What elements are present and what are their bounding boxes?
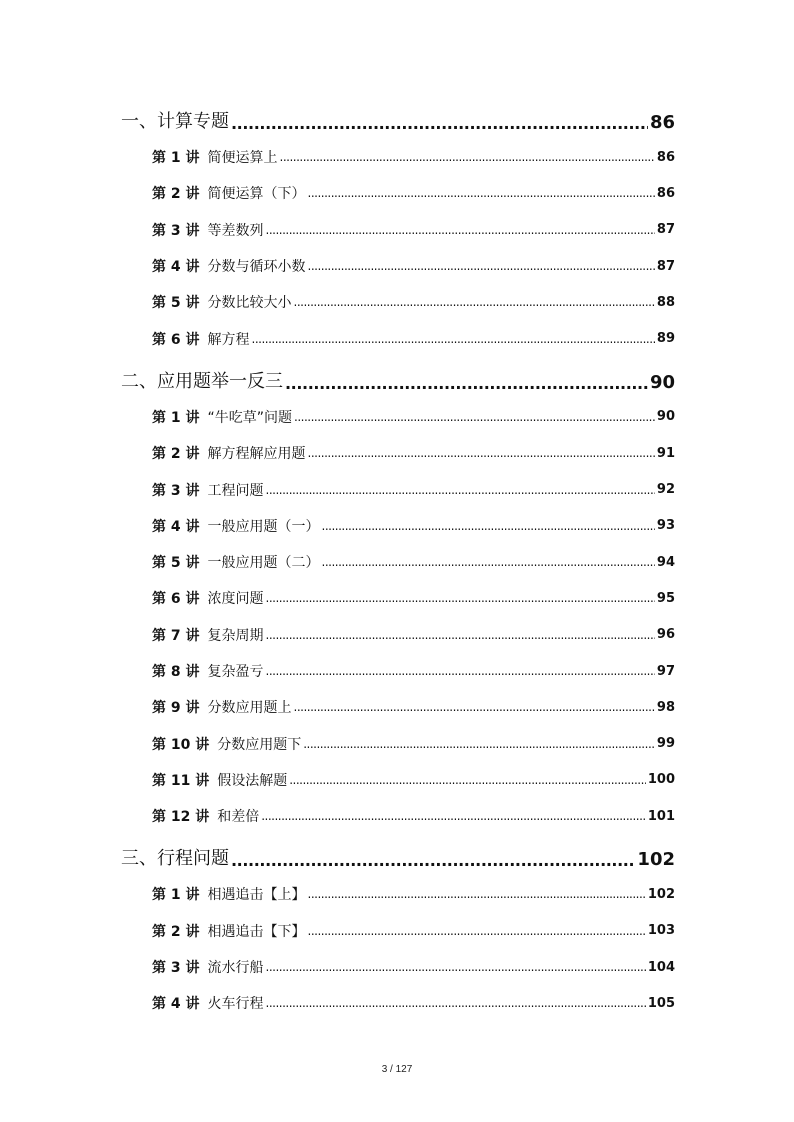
lecture-label bbox=[152, 625, 264, 645]
lecture-label bbox=[152, 147, 278, 167]
lecture-number: 第 3 讲 bbox=[152, 960, 200, 977]
dot-leader bbox=[308, 924, 646, 938]
lecture-label bbox=[152, 292, 292, 312]
dot-leader bbox=[289, 773, 646, 787]
lecture-title: 火车行程 bbox=[207, 996, 264, 1013]
lecture-number: 第 1 讲 bbox=[152, 409, 200, 426]
lecture-title: 和差倍 bbox=[217, 809, 260, 826]
lecture-number: 第 3 讲 bbox=[152, 482, 200, 499]
lecture-label bbox=[152, 407, 292, 427]
dot-leader bbox=[266, 223, 655, 237]
lecture-page-number: 99 bbox=[656, 736, 675, 752]
toc-lecture-entry[interactable] bbox=[121, 399, 675, 435]
dot-leader bbox=[266, 664, 655, 678]
lecture-page-number: 96 bbox=[656, 627, 675, 643]
dot-leader bbox=[266, 960, 646, 974]
lecture-page-number: 103 bbox=[647, 923, 675, 939]
lecture-label bbox=[152, 734, 301, 754]
lecture-title: 分数应用题上 bbox=[207, 700, 292, 717]
dot-leader bbox=[294, 410, 655, 424]
lecture-title: 相遇追击【上】 bbox=[207, 887, 306, 904]
lecture-label bbox=[152, 697, 292, 717]
section-title: 一、计算专题 bbox=[121, 111, 229, 132]
toc-lecture-entry[interactable] bbox=[121, 435, 675, 471]
lecture-page-number: 87 bbox=[656, 222, 675, 238]
lecture-label bbox=[152, 661, 264, 681]
lecture-label bbox=[152, 884, 306, 904]
lecture-title: 解方程解应用题 bbox=[207, 446, 306, 463]
lecture-page-number: 86 bbox=[656, 185, 675, 201]
lecture-title: 等差数列 bbox=[207, 222, 264, 239]
lecture-label bbox=[152, 957, 264, 977]
toc-section-entry[interactable] bbox=[121, 103, 675, 133]
toc-lecture-entry[interactable] bbox=[121, 139, 675, 175]
lecture-label bbox=[152, 329, 250, 349]
lecture-page-number: 98 bbox=[656, 699, 675, 715]
dot-leader bbox=[252, 332, 655, 346]
lecture-number: 第 10 讲 bbox=[152, 736, 210, 753]
toc-lecture-entry[interactable] bbox=[121, 248, 675, 284]
toc-section-entry[interactable] bbox=[121, 363, 675, 393]
lecture-label bbox=[152, 256, 306, 276]
toc-lecture-entry[interactable] bbox=[121, 949, 675, 985]
dot-leader bbox=[308, 186, 655, 200]
lecture-label bbox=[152, 516, 320, 536]
lecture-title: 流水行船 bbox=[207, 960, 264, 977]
dot-leader bbox=[308, 446, 655, 460]
lecture-number: 第 5 讲 bbox=[152, 555, 200, 572]
lecture-title: 分数应用题下 bbox=[217, 736, 302, 753]
toc-lecture-entry[interactable] bbox=[121, 617, 675, 653]
lecture-page-number: 105 bbox=[647, 995, 675, 1011]
lecture-page-number: 93 bbox=[656, 518, 675, 534]
lecture-number: 第 9 讲 bbox=[152, 700, 200, 717]
lecture-number: 第 4 讲 bbox=[152, 518, 200, 535]
toc-lecture-entry[interactable] bbox=[121, 212, 675, 248]
dot-leader bbox=[266, 628, 655, 642]
lecture-label bbox=[152, 552, 320, 572]
lecture-page-number: 92 bbox=[656, 482, 675, 498]
lecture-title: 假设法解题 bbox=[217, 772, 288, 789]
toc-lecture-entry[interactable] bbox=[121, 580, 675, 616]
lecture-label bbox=[152, 770, 287, 790]
section-title: 三、行程问题 bbox=[121, 848, 229, 870]
dot-leader bbox=[285, 374, 648, 393]
dot-leader bbox=[266, 591, 655, 605]
dot-leader bbox=[294, 700, 655, 714]
toc-lecture-entry[interactable] bbox=[121, 284, 675, 320]
toc-lecture-entry[interactable] bbox=[121, 913, 675, 949]
lecture-title: 浓度问题 bbox=[207, 591, 264, 608]
toc-lecture-entry[interactable] bbox=[121, 544, 675, 580]
lecture-page-number: 100 bbox=[647, 772, 675, 788]
lecture-label bbox=[152, 588, 264, 608]
toc-lecture-entry[interactable] bbox=[121, 320, 675, 356]
lecture-number: 第 2 讲 bbox=[152, 186, 200, 203]
lecture-number: 第 1 讲 bbox=[152, 150, 200, 167]
lecture-label bbox=[152, 480, 264, 500]
section-page-number: 86 bbox=[649, 112, 675, 133]
dot-leader bbox=[280, 150, 655, 164]
dot-leader bbox=[261, 809, 646, 823]
lecture-label bbox=[152, 183, 306, 203]
lecture-number: 第 5 讲 bbox=[152, 295, 200, 312]
dot-leader bbox=[294, 295, 655, 309]
dot-leader bbox=[266, 996, 646, 1010]
lecture-title: 复杂周期 bbox=[207, 627, 264, 644]
lecture-title: 解方程 bbox=[207, 331, 250, 348]
lecture-number: 第 3 讲 bbox=[152, 222, 200, 239]
toc-section-entry[interactable] bbox=[121, 840, 675, 870]
lecture-title: 一般应用题（二） bbox=[207, 555, 320, 572]
section-page-number: 102 bbox=[637, 849, 675, 871]
lecture-title: 一般应用题（一） bbox=[207, 518, 320, 535]
toc-lecture-entry[interactable] bbox=[121, 725, 675, 761]
lecture-page-number: 104 bbox=[647, 959, 675, 975]
lecture-page-number: 101 bbox=[647, 808, 675, 824]
dot-leader bbox=[231, 851, 635, 870]
section-title: 二、应用题举一反三 bbox=[121, 370, 283, 392]
lecture-title: “牛吃草”问题 bbox=[207, 409, 293, 426]
lecture-title: 简便运算上 bbox=[207, 150, 278, 167]
lecture-page-number: 102 bbox=[647, 886, 675, 902]
lecture-page-number: 87 bbox=[656, 258, 675, 274]
toc-lecture-entry[interactable] bbox=[121, 798, 675, 834]
lecture-label bbox=[152, 443, 306, 463]
lecture-number: 第 6 讲 bbox=[152, 331, 200, 348]
toc-lecture-entry[interactable] bbox=[121, 653, 675, 689]
lecture-page-number: 86 bbox=[656, 149, 675, 165]
lecture-page-number: 97 bbox=[656, 663, 675, 679]
table-of-contents bbox=[121, 103, 675, 1022]
lecture-number: 第 11 讲 bbox=[152, 772, 210, 789]
dot-leader bbox=[303, 737, 655, 751]
lecture-number: 第 2 讲 bbox=[152, 446, 200, 463]
lecture-page-number: 88 bbox=[656, 294, 675, 310]
lecture-title: 工程问题 bbox=[207, 482, 264, 499]
lecture-page-number: 89 bbox=[656, 331, 675, 347]
toc-lecture-entry[interactable] bbox=[121, 876, 675, 912]
page-number-footer bbox=[0, 1064, 794, 1075]
lecture-number: 第 4 讲 bbox=[152, 996, 200, 1013]
lecture-title: 分数与循环小数 bbox=[207, 259, 306, 276]
toc-lecture-entry[interactable] bbox=[121, 508, 675, 544]
lecture-number: 第 2 讲 bbox=[152, 923, 200, 940]
dot-leader bbox=[322, 555, 655, 569]
toc-lecture-entry[interactable] bbox=[121, 985, 675, 1021]
lecture-page-number: 90 bbox=[656, 409, 675, 425]
dot-leader bbox=[308, 887, 646, 901]
toc-lecture-entry[interactable] bbox=[121, 175, 675, 211]
lecture-title: 相遇追击【下】 bbox=[207, 923, 306, 940]
lecture-title: 简便运算（下） bbox=[207, 186, 306, 203]
lecture-number: 第 4 讲 bbox=[152, 259, 200, 276]
dot-leader bbox=[308, 259, 655, 273]
lecture-page-number: 95 bbox=[656, 590, 675, 606]
lecture-label bbox=[152, 993, 264, 1013]
dot-leader bbox=[231, 114, 648, 133]
lecture-label bbox=[152, 220, 264, 240]
section-page-number: 90 bbox=[649, 371, 675, 393]
lecture-title: 分数比较大小 bbox=[207, 295, 292, 312]
lecture-title: 复杂盈亏 bbox=[207, 664, 264, 680]
dot-leader bbox=[266, 483, 655, 497]
lecture-label bbox=[152, 921, 306, 941]
toc-lecture-entry[interactable] bbox=[121, 689, 675, 725]
lecture-number: 第 1 讲 bbox=[152, 887, 200, 904]
lecture-number: 第 8 讲 bbox=[152, 664, 200, 680]
lecture-number: 第 7 讲 bbox=[152, 627, 200, 644]
page-indicator: 3 / 127 bbox=[381, 1064, 413, 1075]
dot-leader bbox=[322, 519, 655, 533]
toc-lecture-entry[interactable] bbox=[121, 471, 675, 507]
lecture-number: 第 6 讲 bbox=[152, 591, 200, 608]
lecture-label bbox=[152, 806, 259, 826]
toc-lecture-entry[interactable] bbox=[121, 762, 675, 798]
lecture-page-number: 91 bbox=[656, 445, 675, 461]
lecture-page-number: 94 bbox=[656, 554, 675, 570]
lecture-number: 第 12 讲 bbox=[152, 809, 210, 826]
